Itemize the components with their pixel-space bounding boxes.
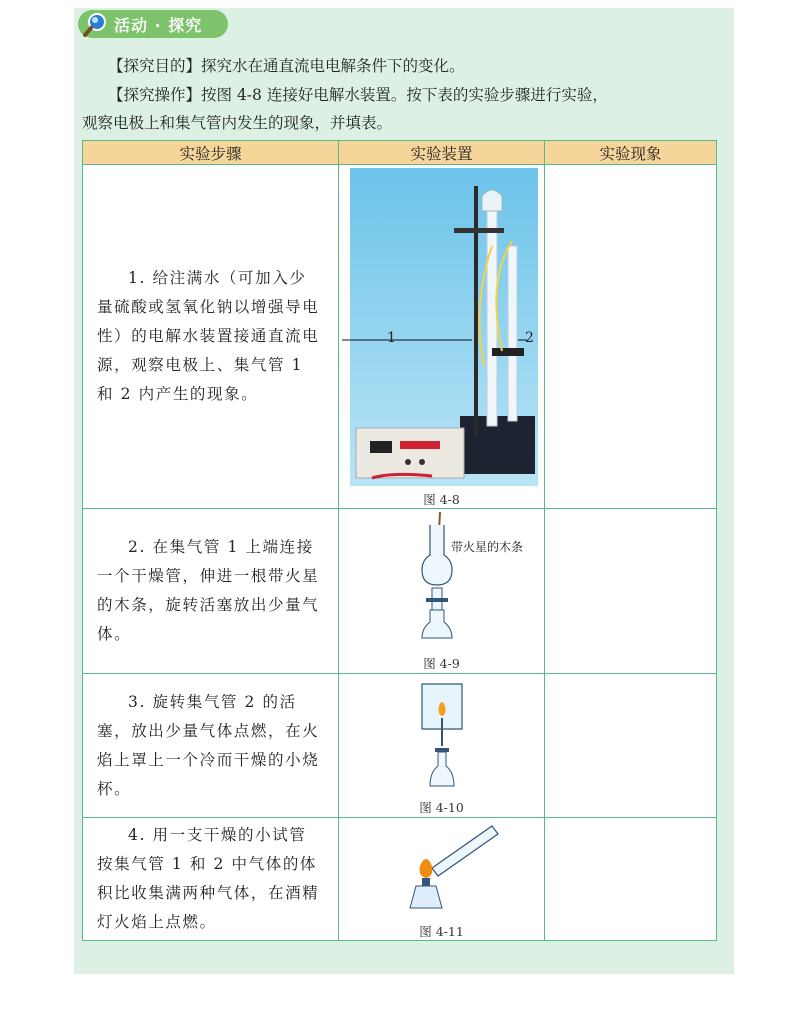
table-row — [83, 509, 717, 674]
experiment-table — [82, 140, 717, 941]
splint-annotation: 带火星的木条 — [451, 540, 524, 554]
phenomenon-cell — [545, 509, 717, 674]
phenomenon-cell — [545, 818, 717, 941]
step-text: 3. 旋转集气管 2 的活塞，放出少量气体点燃，在火焰上罩上一个冷而干燥的小烧杯。 — [97, 692, 320, 798]
purpose-text: 探究水在通直流电电解条件下的变化。 — [201, 57, 465, 75]
figure-caption: 图 4-8 — [423, 491, 460, 507]
step-text: 2. 在集气管 1 上端连接一个干燥管，伸进一根带火星的木条，旋转活塞放出少量气体。 — [97, 538, 320, 643]
table-header-row — [83, 141, 717, 165]
electrolysis-apparatus — [339, 166, 544, 508]
operation-line2: 观察电极上和集气管内发生的现象，并填表。 — [82, 114, 393, 132]
figure-caption: 图 4-11 — [419, 924, 464, 939]
phenomenon-cell — [545, 165, 717, 509]
table-row — [83, 165, 717, 509]
activity-header — [78, 10, 228, 38]
header-steps: 实验步骤 — [83, 141, 339, 165]
figure-caption: 图 4-10 — [419, 799, 464, 815]
header-phenomenon: 实验现象 — [545, 141, 717, 165]
beaker-diagram — [342, 676, 542, 794]
test-tube-apparatus — [339, 818, 544, 940]
operation-paragraph — [108, 81, 608, 109]
drying-tube-diagram — [342, 510, 542, 650]
operation-label: 【探究操作】 — [108, 86, 202, 104]
operation-line1: 按图 4-8 连接好电解水装置。按下表的实验步骤进行实验， — [201, 86, 608, 104]
alcohol-lamp-diagram — [342, 818, 542, 918]
figure-caption: 图 4-9 — [423, 656, 460, 671]
purpose-paragraph — [108, 52, 465, 80]
magnifier-icon — [82, 11, 108, 37]
table-row — [83, 674, 717, 818]
tube-label-2: 2 — [525, 329, 534, 346]
table-row — [83, 818, 717, 941]
drying-tube-apparatus — [339, 510, 544, 672]
header-apparatus: 实验装置 — [339, 141, 545, 165]
activity-title: 活动 · 探究 — [114, 15, 203, 35]
tube-label-1: 1 — [387, 329, 396, 346]
step-text: 1. 给注满水（可加入少量硫酸或氢氧化钠以增强导电性）的电解水装置接通直流电源，观察电极上、集气管 1 和 2 内产生的现象。 — [97, 269, 320, 403]
beaker-apparatus — [339, 676, 544, 816]
electrolysis-photo — [342, 166, 542, 486]
purpose-label: 【探究目的】 — [108, 57, 202, 75]
step-text: 4. 用一支干燥的小试管按集气管 1 和 2 中气体的体积比收集满两种气体，在酒精灯火焰上点燃。 — [97, 826, 320, 931]
phenomenon-cell — [545, 674, 717, 818]
